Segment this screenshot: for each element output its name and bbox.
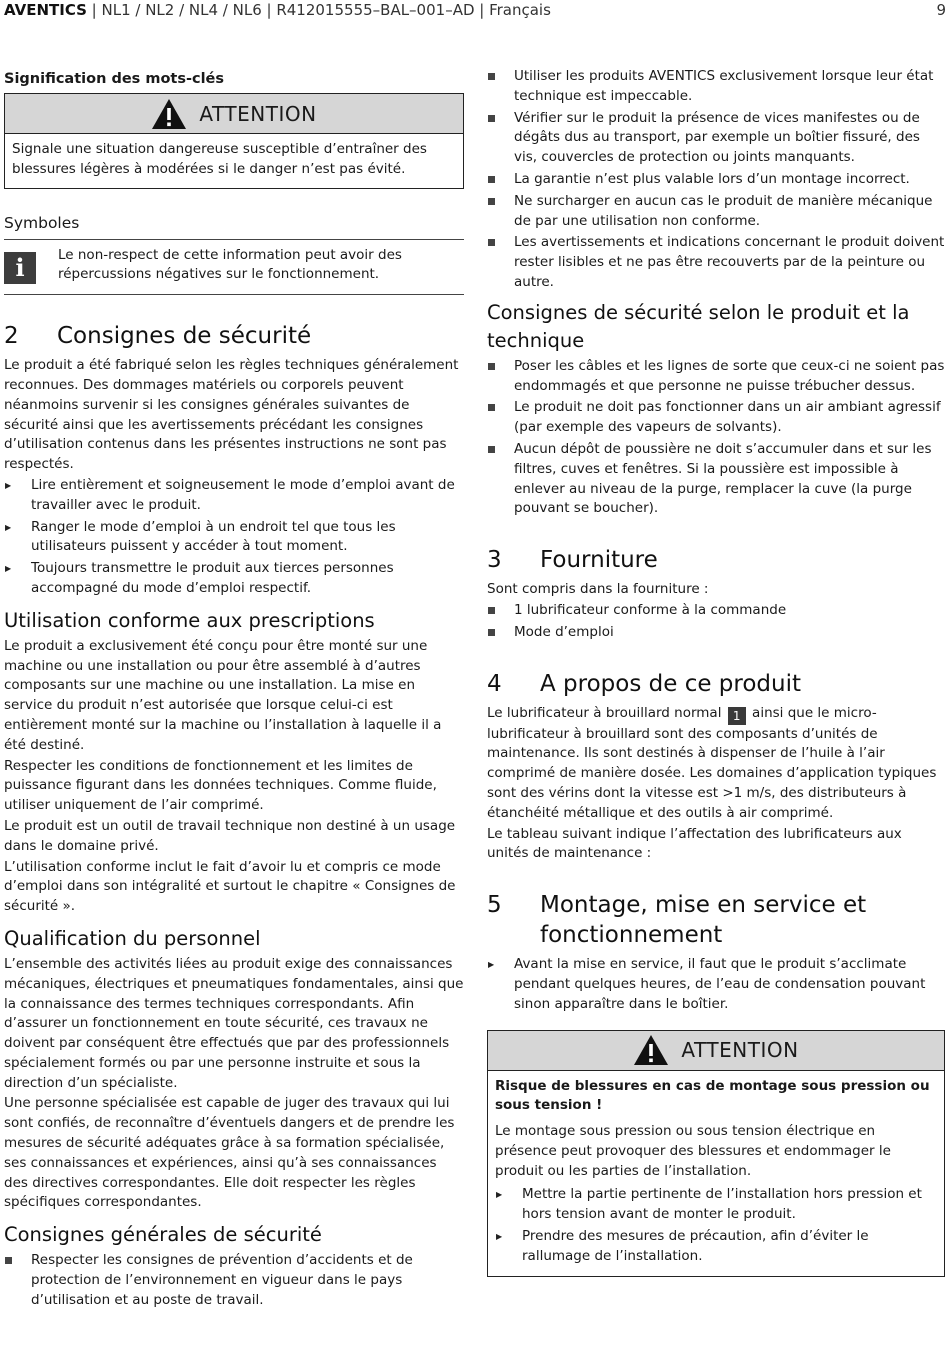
general-safety-list — [4, 1251, 464, 1310]
item-number-badge: 1 — [728, 707, 746, 725]
section-4-paragraph-2: Le tableau suivant indique l’affectation des lubrificateurs aux unités de maintenance : — [487, 825, 902, 862]
header-brand: AVENTICS — [4, 1, 87, 19]
symbols-heading: Symboles — [4, 213, 80, 232]
page-number: 9 — [936, 1, 946, 19]
right-column — [487, 66, 945, 1277]
section-4-text-b: ainsi que le micro-lubrificateur à brouillard sont des composants d’unités de maintenance. Ils sont destinés à dispenser de l’huile à l’air comprimé de manière dosée. Les domaines d’application typiques sont des vérins dont la vitesse est >1 m/s, des distributeurs à étanchéité métallique et des outils à air comprimé. — [487, 704, 937, 821]
qualification-paragraph: L’ensemble des activités liées au produit exige des connaissances mécaniques, électriques et pneumatiques fondamentales, ainsi que la connaissance des termes techniques correspondants. Afin d’assurer un fonctionnement en toute sécurité, ces travaux ne doivent par conséquent être effectués que par des professionnels spécialement formés ou par une personne instruite et sous la direction d’un spécialiste. — [4, 955, 464, 1091]
list-item: La garantie n’est plus valable lors d’un montage incorrect. — [487, 170, 945, 190]
step-item: ▶ Mettre la partie pertinente de l’installation hors pression et hors tension avant de monter le produit. — [495, 1185, 937, 1225]
info-symbol-text: Le non-respect de cette information peut avoir des répercussions négatives sur le fonctionnement. — [58, 246, 402, 283]
attention-header — [5, 94, 463, 134]
section-2-heading — [4, 321, 464, 351]
qualification-paragraph: Une personne spécialisée est capable de juger des travaux qui lui sont confiés, de reconnaître d’éventuels dangers et de prendre les mesures de sécurité adéquates grâce à sa formation spécialisée, ses connaissances et expériences, ainsi qu’à ses connaissances des directives correspondantes. Elle doit respecter les règles spécifiques correspondantes. — [4, 1095, 455, 1211]
keywords-heading: Signification des mots-clés — [4, 71, 225, 87]
warning-triangle-icon — [151, 98, 187, 130]
section-number: 5 — [487, 892, 502, 919]
section-5-heading — [487, 890, 945, 950]
info-symbol-row — [4, 239, 464, 296]
product-safety-list — [487, 357, 945, 519]
attention-title: ATTENTION — [681, 1038, 799, 1062]
list-item: Aucun dépôt de poussière ne doit s’accumuler dans et sur les filtres, cuves et fenêtres. Si la poussière est impossible à enlever au niveau de la purge, remplacer la cuve (la purge pouvant se boucher). — [487, 440, 945, 519]
left-column — [4, 66, 464, 1313]
section-4-heading — [487, 669, 945, 699]
header-doc-info: | NL1 / NL2 / NL4 / NL6 | R412015555–BAL–001–AD | Français — [86, 1, 551, 19]
info-icon: i — [4, 252, 36, 284]
list-item: Utiliser les produits AVENTICS exclusivement lorsque leur état technique est impeccable. — [487, 67, 945, 107]
list-item: Respecter les consignes de prévention d’accidents et de protection de l’environnement en vigueur dans le pays d’utilisation et au poste de travail. — [4, 1251, 464, 1310]
attention-box-mounting — [487, 1030, 945, 1277]
list-item: Les avertissements et indications concernant le produit doivent rester lisibles et ne pas être recouverts par de la peinture ou autre. — [487, 233, 945, 292]
list-item: 1 lubrificateur conforme à la commande — [487, 601, 945, 621]
section-number: 4 — [487, 670, 502, 697]
section-2-steps — [4, 476, 464, 599]
attention-body — [5, 134, 463, 188]
section-5-steps — [487, 955, 945, 1014]
general-safety-list-continued — [487, 67, 945, 293]
attention-box-keywords — [4, 93, 464, 189]
attention-header — [488, 1031, 944, 1071]
section-2-intro: Le produit a été fabriqué selon les règles techniques généralement reconnues. Des dommages matériels ou corporels peuvent néanmoins survenir si les consignes générales suivantes de sécurité ainsi que les avertissements précédant les consignes d’utilisation contenus dans les présentes instructions ne sont pas respectés. — [4, 357, 459, 473]
attention-bold-text: Risque de blessures en cas de montage sous pression ou sous tension ! — [495, 1077, 930, 1114]
step-item: ▶ Toujours transmettre le produit aux tierces personnes accompagné du mode d’emploi respectif. — [4, 559, 464, 599]
qualification-heading: Qualification du personnel — [4, 926, 261, 950]
section-title: Fourniture — [540, 547, 658, 574]
step-item: ▶ Avant la mise en service, il faut que le produit s’acclimate pendant quelques heures, de l’eau de condensation pouvant sinon apparaître dans le boîtier. — [487, 955, 945, 1014]
attention-text: Le montage sous pression ou sous tension électrique en présence peut provoquer des blessures et endommager le produit ou les parties de l’installation. — [495, 1123, 891, 1179]
section-3-intro: Sont compris dans la fourniture : — [487, 581, 709, 598]
usage-paragraph: Respecter les conditions de fonctionnement et les limites de puissance figurant dans les données techniques. Comme fluide, utiliser uniquement de l’air comprimé. — [4, 757, 437, 814]
attention-steps — [495, 1185, 937, 1266]
section-title: A propos de ce produit — [540, 670, 802, 697]
warning-triangle-icon — [633, 1034, 669, 1066]
section-4-text-a: Le lubrificateur à brouillard normal — [487, 704, 726, 721]
attention-title: ATTENTION — [199, 101, 317, 126]
list-item: Le produit ne doit pas fonctionner dans un air ambiant agressif (par exemple des vapeurs de solvants). — [487, 398, 945, 438]
section-number: 3 — [487, 547, 502, 574]
usage-paragraph: Le produit est un outil de travail technique non destiné à un usage dans le domaine privé. — [4, 817, 456, 854]
step-item: ▶ Prendre des mesures de précaution, afin d’éviter le rallumage de l’installation. — [495, 1227, 937, 1267]
section-number: 2 — [4, 323, 19, 350]
usage-paragraph: L’utilisation conforme inclut le fait d’avoir lu et compris ce mode d’emploi dans son intégralité et surtout le chapitre « Consignes de sécurité ». — [4, 858, 456, 915]
delivery-list — [487, 601, 945, 643]
attention-text: Signale une situation dangereuse susceptible d’entraîner des blessures légères à modérées si le danger n’est pas évité. — [12, 141, 427, 177]
list-item: Ne surcharger en aucun cas le produit de manière mécanique de par une utilisation non conforme. — [487, 192, 945, 232]
list-item: Poser les câbles et les lignes de sorte que ceux-ci ne soient pas endommagés et que personne ne puisse trébucher dessus. — [487, 357, 945, 397]
general-safety-heading: Consignes générales de sécurité — [4, 1223, 322, 1247]
section-3-heading — [487, 545, 945, 575]
section-title: Montage, mise en service et fonctionnement — [540, 892, 867, 949]
list-item: Vérifier sur le produit la présence de vices manifestes ou de dégâts dus au transport, par exemple un boîtier fissuré, des vis, couvercles de protection ou joints manquants. — [487, 109, 945, 168]
list-item: Mode d’emploi — [487, 623, 945, 643]
usage-paragraph: Le produit a exclusivement été conçu pour être monté sur une machine ou une installation ou pour être assemblé à d’autres composants sur une machine ou une installation. La mise en service du produit n’est autorisée que lorsque celui-ci est entièrement monté sur la machine ou l’installation à laquelle il a été destiné. — [4, 637, 442, 753]
section-4-paragraph — [487, 704, 945, 824]
page-header — [4, 0, 946, 20]
usage-heading: Utilisation conforme aux prescriptions — [4, 608, 375, 632]
attention-body — [488, 1071, 944, 1276]
step-item: ▶ Ranger le mode d’emploi à un endroit tel que tous les utilisateurs puissent y accéder à tout moment. — [4, 518, 464, 558]
step-item: ▶ Lire entièrement et soigneusement le mode d’emploi avant de travailler avec le produit. — [4, 476, 464, 516]
product-safety-heading: Consignes de sécurité selon le produit et la technique — [487, 300, 910, 352]
section-title: Consignes de sécurité — [57, 323, 312, 350]
